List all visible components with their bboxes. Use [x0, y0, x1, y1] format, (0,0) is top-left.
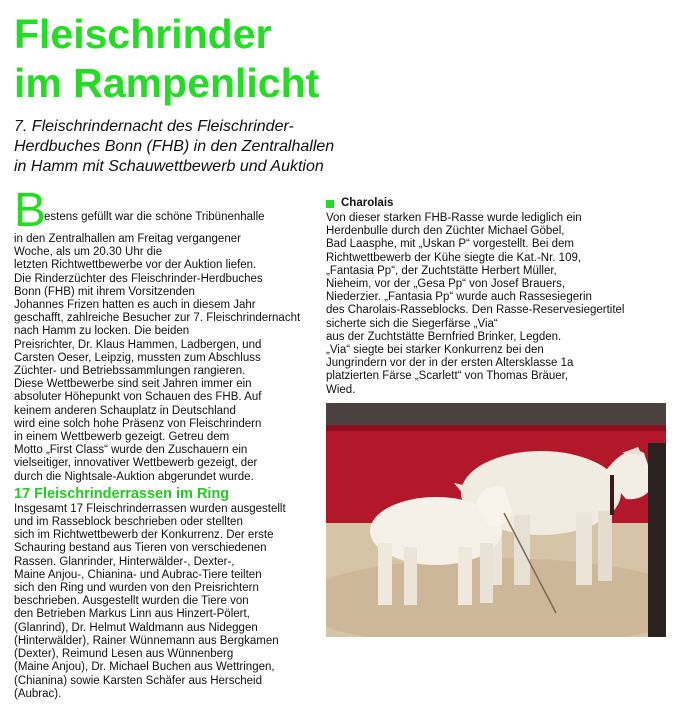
subtitle-line: in Hamm mit Schauwettbewerb und Auktion	[14, 158, 324, 175]
text-line: Richtwettbewerb der Kühe siegte die Kat.-Nr. 109,	[326, 251, 582, 264]
text-line: Bonn (FHB) mit ihrem Vorsitzenden	[14, 285, 195, 298]
cattle-photo	[326, 403, 666, 637]
text-line: durch die Nightsale-Auktion abgerundet wurde.	[14, 470, 254, 483]
text-line: und im Rasseblock beschrieben oder stellten	[14, 516, 243, 529]
text-line: Bad Laasphe, mit „Uskan P“ vorgestellt. Bei dem	[326, 238, 575, 251]
text-line: Preisrichter, Dr. Klaus Hammen, Ladbergen, und	[14, 338, 262, 351]
text-line: Maine Anjou-, Chianina- und Aubrac-Tiere teilten	[14, 568, 262, 581]
text-line: Niederzier. „Fantasia Pp“ wurde auch Rassesiegerin	[326, 291, 592, 304]
text-line: platzierten Färse „Scarlett“ von Thomas Bräuer,	[326, 370, 569, 383]
text-line: sich den Ring und wurden von den Preisrichtern	[14, 582, 259, 595]
cattle-photo-illustration	[326, 403, 666, 637]
text-line: Woche, als um 20.30 Uhr die	[14, 246, 163, 259]
text-line: (Maine Anjou), Dr. Michael Buchen aus Wettringen,	[14, 661, 275, 674]
text-line: Rassen. Glanrinder, Hinterwälder-, Dexter-,	[14, 555, 235, 568]
text-line: Motto „First Class“ wurde den Zuschauern ein	[14, 444, 248, 457]
text-line: keinem anderen Schauplatz in Deutschland	[14, 404, 236, 417]
text-line: Wied.	[326, 383, 356, 396]
title-line: Fleischrinder	[14, 11, 272, 57]
text-line: des Charolais-Rasseblocks. Den Rasse-Reservesiegertitel	[326, 304, 625, 317]
text-line: Diese Wettbewerbe sind seit Jahren immer ein	[14, 378, 252, 391]
text-line: sich im Richtwettbewerb der Konkurrenz. Der erste	[14, 529, 274, 542]
title-line: im Rampenlicht	[14, 60, 320, 106]
text-line: Von dieser starken FHB-Rasse wurde lediglich ein	[326, 212, 582, 224]
text-line: geschafft, zahlreiche Besucher zur 7. Fleischrindernacht	[14, 312, 301, 325]
text-line: (Dexter), Reimund Lesen aus Wünnenberg	[14, 648, 234, 661]
text-line: vielseitiger, innovativer Wettbewerb gezeigt, der	[14, 457, 258, 470]
text-line: Herdenbulle durch den Züchter Michael Göbel,	[326, 225, 565, 238]
text-line: letzten Richtwettbewerbe vor der Auktion liefen.	[14, 259, 257, 272]
text-line: (Glanrind), Dr. Helmut Waldmann aus Nideggen	[14, 621, 258, 634]
text-line: in den Zentralhallen am Freitag vergangener	[14, 233, 241, 245]
text-line: Jungrindern vor der in der ersten Altersklasse 1a	[326, 357, 574, 370]
text-line: Züchter- und Betriebssammlungen rangieren.	[14, 365, 246, 378]
text-line: „Fantasia Pp“, der Zuchtstätte Herbert Müller,	[326, 264, 557, 277]
text-line: „Via“ siegte bei starker Konkurrenz bei den	[326, 344, 544, 357]
text-line: aus der Zuchtstätte Bernfried Brinker, Legden.	[326, 330, 562, 343]
text-line: Johannes Frizen hatten es auch in diesem Jahr	[14, 299, 256, 312]
text-line: nach Hamm zu locken. Die beiden	[14, 325, 190, 338]
left-column	[14, 184, 304, 701]
text-line: sicherte sich die Siegerfärse „Via“	[326, 317, 498, 330]
subtitle-line: 7. Fleischrindernacht des Fleischrinder-	[14, 118, 294, 135]
text-line: wird eine solch hohe Präsenz von Fleischrindern	[14, 417, 262, 430]
intro-first-line	[14, 184, 304, 237]
text-line: Die Rinderzüchter des Fleischrinder-Herdbuches	[14, 272, 263, 285]
text-line: in einem Wettbewerb gezeigt. Getreu dem	[14, 431, 230, 444]
intro-paragraph	[14, 233, 304, 484]
text-line: Insgesamt 17 Fleischrinderrassen wurden ausgestellt	[14, 502, 286, 515]
article-subtitle	[14, 117, 334, 177]
text-line: den Betrieben Markus Linn aus Hinzert-Pölert,	[14, 608, 250, 621]
right-column	[326, 197, 656, 397]
green-square-icon	[326, 200, 334, 208]
section-heading-rassen: 17 Fleischrinderrassen im Ring	[14, 485, 230, 502]
text-line: (Hinterwälder), Rainer Wünnemann aus Bergkamen	[14, 634, 279, 647]
subtitle-line: Herdbuches Bonn (FHB) in den Zentralhallen	[14, 138, 335, 155]
text-line: (Aubrac).	[14, 687, 62, 700]
text-line: Carsten Oeser, Leipzig, mussten zum Abschluss	[14, 351, 261, 364]
text-line: Schauring bestand aus Tieren von verschiedenen	[14, 542, 267, 555]
intro-first-line-text: estens gefüllt war die schöne Tribünenhalle	[44, 211, 265, 223]
section-heading-label: Charolais	[341, 197, 394, 210]
section-heading-charolais	[326, 197, 656, 211]
section-charolais-paragraph	[326, 212, 656, 397]
section-rassen-paragraph	[14, 503, 304, 701]
text-line: absoluter Höhepunkt von Schauen des FHB. Auf	[14, 391, 262, 404]
article-title	[14, 10, 319, 108]
text-line: Nieheim, vor der „Gesa Pp“ von Josef Brauers,	[326, 278, 566, 291]
text-line: (Chianina) sowie Karsten Schäfer aus Herscheid	[14, 674, 263, 687]
drop-cap: B	[14, 184, 47, 237]
text-line: beschrieben. Ausgestellt wurden die Tiere von	[14, 595, 249, 608]
